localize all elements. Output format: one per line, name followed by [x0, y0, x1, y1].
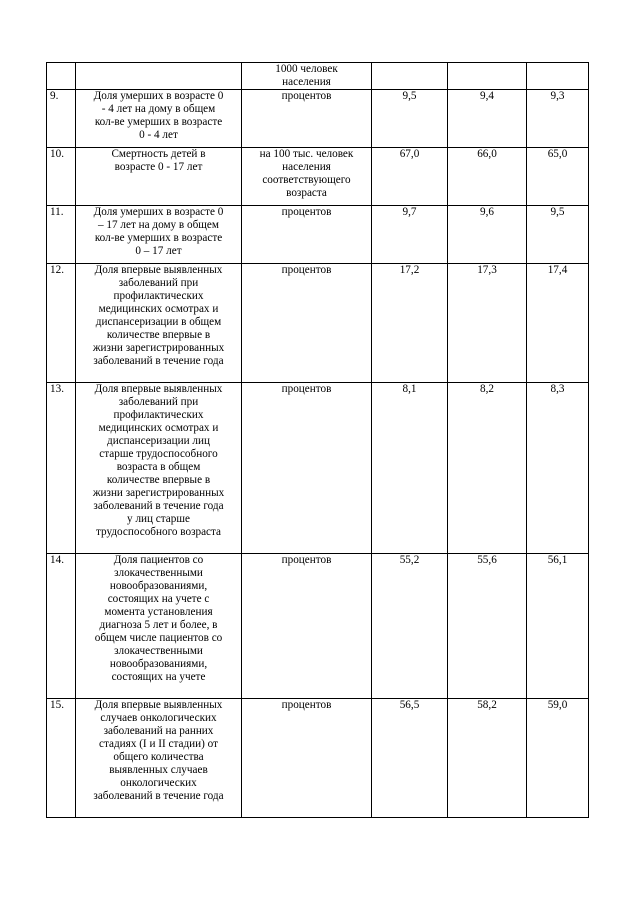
value-cell-3: 9,5 [527, 206, 589, 264]
table-row [47, 90, 589, 148]
indicator-name [76, 63, 242, 90]
row-number: 9. [47, 90, 76, 148]
value-cell-3 [527, 63, 589, 90]
row-number: 14. [47, 554, 76, 699]
unit-cell: 1000 человек населения [242, 63, 372, 90]
unit-cell: на 100 тыс. человек населения соответствующего возраста [242, 148, 372, 206]
indicator-name: Доля впервые выявленных заболеваний при профилактических медицинских осмотрах и диспансеризации лиц старше трудоспособного возраста в общем количестве впервые в жизни зарегистрированных заболеваний в течение года у лиц старше трудоспособного возраста [76, 383, 242, 554]
row-number: 12. [47, 264, 76, 383]
unit-cell: процентов [242, 699, 372, 818]
table-row [47, 699, 589, 818]
row-number: 11. [47, 206, 76, 264]
value-cell-3: 17,4 [527, 264, 589, 383]
value-cell-1 [372, 63, 448, 90]
indicator-name: Доля умерших в возрасте 0 - 4 лет на дому в общем кол-ве умерших в возрасте 0 - 4 лет [76, 90, 242, 148]
row-number: 15. [47, 699, 76, 818]
value-cell-1: 8,1 [372, 383, 448, 554]
value-cell-2: 66,0 [448, 148, 527, 206]
value-cell-2: 55,6 [448, 554, 527, 699]
value-cell-1: 9,5 [372, 90, 448, 148]
unit-cell: процентов [242, 264, 372, 383]
table-row [47, 383, 589, 554]
unit-cell: процентов [242, 206, 372, 264]
unit-cell: процентов [242, 90, 372, 148]
table-row [47, 554, 589, 699]
value-cell-3: 65,0 [527, 148, 589, 206]
value-cell-1: 55,2 [372, 554, 448, 699]
unit-cell: процентов [242, 383, 372, 554]
table-row [47, 264, 589, 383]
table-row [47, 63, 589, 90]
value-cell-1: 56,5 [372, 699, 448, 818]
value-cell-2: 8,2 [448, 383, 527, 554]
table-row [47, 206, 589, 264]
value-cell-3: 59,0 [527, 699, 589, 818]
document-page [46, 62, 589, 818]
indicator-name: Доля пациентов со злокачественными новообразованиями, состоящих на учете с момента установления диагноза 5 лет и более, в общем числе пациентов со злокачественными новообразованиями, состоящих на учете [76, 554, 242, 699]
unit-cell: процентов [242, 554, 372, 699]
indicator-name: Смертность детей в возрасте 0 - 17 лет [76, 148, 242, 206]
value-cell-2: 17,3 [448, 264, 527, 383]
value-cell-1: 9,7 [372, 206, 448, 264]
indicator-name: Доля впервые выявленных заболеваний при профилактических медицинских осмотрах и диспансеризации в общем количестве впервые в жизни зарегистрированных заболеваний в течение года [76, 264, 242, 383]
value-cell-2: 9,4 [448, 90, 527, 148]
value-cell-2 [448, 63, 527, 90]
value-cell-2: 9,6 [448, 206, 527, 264]
row-number: 13. [47, 383, 76, 554]
indicator-name: Доля умерших в возрасте 0 – 17 лет на дому в общем кол-ве умерших в возрасте 0 – 17 лет [76, 206, 242, 264]
value-cell-3: 9,3 [527, 90, 589, 148]
value-cell-1: 17,2 [372, 264, 448, 383]
indicators-table [46, 62, 589, 818]
row-number [47, 63, 76, 90]
row-number: 10. [47, 148, 76, 206]
indicator-name: Доля впервые выявленных случаев онкологических заболеваний на ранних стадиях (I и II стадии) от общего количества выявленных случаев онкологических заболеваний в течение года [76, 699, 242, 818]
table-row [47, 148, 589, 206]
value-cell-3: 8,3 [527, 383, 589, 554]
value-cell-2: 58,2 [448, 699, 527, 818]
value-cell-1: 67,0 [372, 148, 448, 206]
value-cell-3: 56,1 [527, 554, 589, 699]
